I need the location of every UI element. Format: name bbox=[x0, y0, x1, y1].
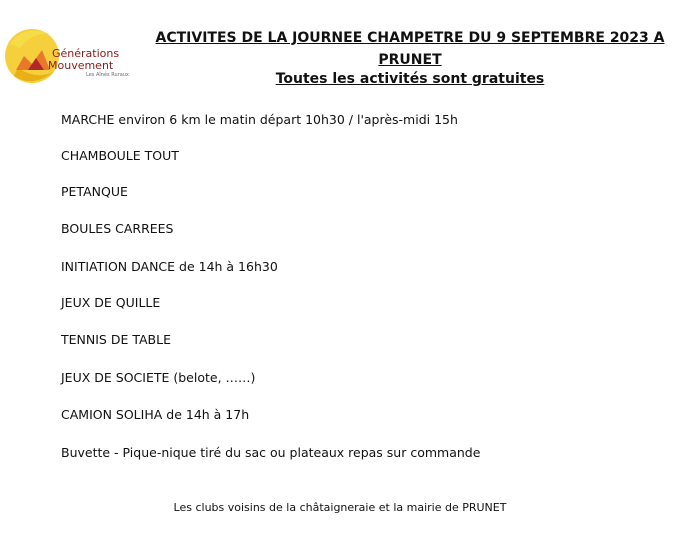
activity-item: BOULES CARREES bbox=[61, 221, 174, 236]
activity-item: JEUX DE QUILLE bbox=[61, 295, 161, 310]
activity-item: Buvette - Pique-nique tiré du sac ou plateaux repas sur commande bbox=[61, 445, 481, 460]
activity-item: PETANQUE bbox=[61, 184, 128, 199]
logo-line-3: Les Aînés Ruraux bbox=[86, 72, 129, 78]
footer-note: Les clubs voisins de la châtaigneraie et la mairie de PRUNET bbox=[173, 501, 507, 514]
logo-line-2: Mouvement bbox=[48, 59, 114, 72]
activity-item: MARCHE environ 6 km le matin départ 10h30 / l'après-midi 15h bbox=[61, 112, 458, 127]
activity-item: CAMION SOLIHA de 14h à 17h bbox=[61, 407, 250, 422]
generations-mouvement-logo bbox=[2, 20, 132, 90]
title-line-1: ACTIVITES DE LA JOURNEE CHAMPETRE DU 9 SEPTEMBRE 2023 A bbox=[155, 30, 665, 46]
activity-item: JEUX DE SOCIETE (belote, ……) bbox=[61, 370, 256, 385]
page-subtitle bbox=[140, 71, 680, 87]
page-title bbox=[140, 27, 680, 71]
subtitle-text: Toutes les activités sont gratuites bbox=[275, 71, 545, 87]
logo-line-1: Générations bbox=[52, 47, 120, 60]
title-line-2: PRUNET bbox=[378, 52, 442, 68]
activity-item: CHAMBOULE TOUT bbox=[61, 148, 179, 163]
activity-item: INITIATION DANCE de 14h à 16h30 bbox=[61, 259, 278, 274]
activity-item: TENNIS DE TABLE bbox=[61, 332, 171, 347]
